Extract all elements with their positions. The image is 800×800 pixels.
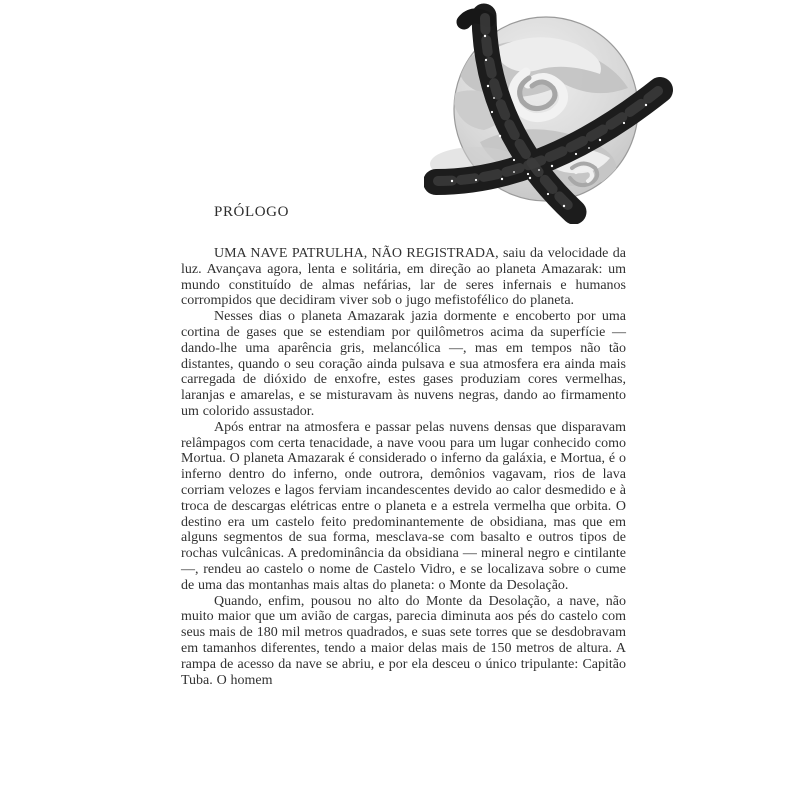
chapter-heading: PRÓLOGO [214, 204, 290, 220]
paragraph-3: Após entrar na atmosfera e passar pelas nuvens densas que disparavam relâmpagos com certa tenacidade, a nave voou para um lugar conhecido como Mortua. O planeta Amazarak é considerado o inferno da galáxia, e Mortua, é o inferno dentro do inferno, onde outrora, demônios vagavam, rios de lava corriam velozes e lagos ferviam incandescentes devido ao calor desmedido e à troca de descargas elétricas entre o planeta e a estrela vermelha que orbita. O destino era um castelo feito predominantemente de obsidiana, mas que em alguns segmentos de sua forma, mesclava-se com basalto e outros tipos de rochas vulcânicas. A predominância da obsidiana — mineral negro e cintilante —, rendeu ao castelo o nome de Castelo Vidro, e se localizava sobre o cume de uma das montanhas mais altas do planeta: o Monte da Desolação. [181, 419, 626, 593]
ringed-planet-illustration [424, 2, 682, 224]
body-text [181, 246, 626, 688]
planet-rings-icon [424, 2, 682, 224]
paragraph-1: UMA NAVE PATRULHA, NÃO REGISTRADA, saiu da velocidade da luz. Avançava agora, lenta e solitária, em direção ao planeta Amazarak: um mundo constituído de almas nefárias, lar de seres infernais e humanos corrompidos que decidiram viver sob o jugo mefistofélico do planeta. [181, 246, 626, 309]
paragraph-2: Nesses dias o planeta Amazarak jazia dormente e encoberto por uma cortina de gases que se estendiam por quilômetros acima da superfície — dando-lhe uma aparência gris, melancólica —, mas em tempos não tão distantes, quando o seu coração ainda pulsava e sua atmosfera era ainda mais carregada de dióxido de enxofre, estes gases produziam cores vermelhas, laranjas e amarelas, e se misturavam às nuvens negras, dando ao firmamento um colorido assustador. [181, 309, 626, 419]
paragraph-4: Quando, enfim, pousou no alto do Monte da Desolação, a nave, não muito maior que um avião de cargas, parecia diminuta aos pés do castelo com seus mais de 180 mil metros quadrados, e suas sete torres que se desdobravam em tamanhos diferentes, tendo a maior delas mais de 150 metros de altura. A rampa de acesso da nave se abriu, e por ela desceu o único tripulante: Capitão Tuba. O homem [181, 593, 626, 688]
text-column [181, 203, 626, 688]
